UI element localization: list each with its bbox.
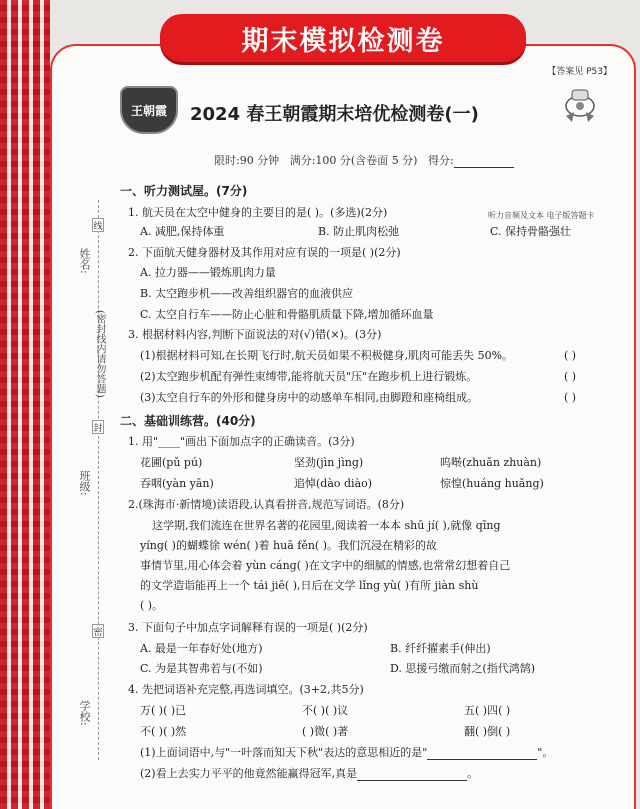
pinyin-item[interactable]: 花圃(pǔ pú) xyxy=(140,456,203,469)
pinyin-item[interactable]: 吞咽(yàn yān) xyxy=(140,477,214,490)
s1-q3-answer-1[interactable]: ( ) xyxy=(564,349,577,362)
exam-title: 2024 春王朝霞期末培优检测卷(一) xyxy=(190,104,479,125)
seal-char-seal: 封 xyxy=(92,420,104,434)
idiom-blank[interactable]: 万( )( )已 xyxy=(140,704,187,717)
brand-logo xyxy=(120,86,178,134)
s2-q4-sub1-end: "。 xyxy=(537,746,554,759)
s2-q4-sub1 xyxy=(140,745,553,760)
seal-char-line: 线 xyxy=(92,218,104,232)
passage-line: 的文学造诣能再上一个 tái jiē( ),日后在文学 lǐng yù( )有所 jiàn shù xyxy=(140,579,479,592)
passage-line: 事情节里,用心体会着 yùn cáng( )在文字中的细腻的情感,也常常幻想着自己 xyxy=(140,559,511,572)
s2-q4-sub2 xyxy=(140,766,478,781)
class-label: 班级: xyxy=(78,470,91,496)
s1-q3-item-1: (1)根据材料可知,在长期飞行时,航天员如果不积极健身,肌肉可能丢失 50%。 xyxy=(140,349,514,362)
decorative-left-stripes xyxy=(0,0,50,809)
s2-q3-opt-d[interactable]: D. 思援弓缴而射之(指代鸿鹄) xyxy=(390,662,536,675)
s2-q4-sub1-text: (1)上面词语中,与"一叶落而知天下秋"表达的意思相近的是" xyxy=(140,746,428,759)
s2-q2: 2.(珠海市·新情境)读语段,认真看拼音,规范写词语。(8分) xyxy=(128,498,405,511)
passage-line: 这学期,我们流连在世界名著的花园里,阅读着一本本 shū jí( ),就像 qīng xyxy=(152,519,501,532)
s1-q2-opt-b[interactable]: B. 太空跑步机——改善组织器官的血液供应 xyxy=(140,287,354,300)
pinyin-item[interactable]: 坚劲(jìn jìng) xyxy=(294,456,364,469)
banner-text: 期末模拟检测卷 xyxy=(241,25,445,57)
s1-q3-answer-2[interactable]: ( ) xyxy=(564,370,577,383)
score-label: 得分: xyxy=(427,154,454,167)
s2-q4-sub2-end: 。 xyxy=(467,767,479,780)
s2-q4: 4. 先把词语补充完整,再选词填空。(3+2,共5分) xyxy=(128,683,364,696)
s1-q3: 3. 根据材料内容,判断下面说法的对(√)错(×)。(3分) xyxy=(128,328,382,341)
s1-q2: 2. 下面航天健身器材及其作用对应有误的一项是( )(2分) xyxy=(128,246,401,259)
passage-line: yíng( )的蝴蝶徐 wén( )着 huā fěn( )。我们沉浸在精彩的故 xyxy=(140,539,437,552)
idiom-blank[interactable]: 不( )( )议 xyxy=(302,704,349,717)
school-label: 学校: xyxy=(78,700,91,726)
s1-q1-opt-b[interactable]: B. 防止肌肉松弛 xyxy=(318,225,400,238)
section-1-heading: 一、听力测试屋。(7分) xyxy=(120,184,248,198)
idiom-blank[interactable]: 五( )四( ) xyxy=(464,704,511,717)
s1-q1-opt-c[interactable]: C. 保持骨骼强壮 xyxy=(490,225,572,238)
s1-q2-opt-c[interactable]: C. 太空自行车——防止心脏和骨骼肌质量下降,增加循环血量 xyxy=(140,308,434,321)
s2-q4-sub2-text: (2)看上去实力平平的他竟然能赢得冠军,真是 xyxy=(140,767,358,780)
section-2-heading: 二、基础训练营。(40分) xyxy=(120,414,256,428)
idiom-blank[interactable]: 不( )( )然 xyxy=(140,725,187,738)
full-score: 满分:100 分(含卷面 5 分) xyxy=(289,154,418,167)
s1-q1: 1. 航天员在太空中健身的主要目的是( )。(多选)(2分) xyxy=(128,206,388,219)
pinyin-item[interactable]: 呜啭(zhuǎn zhuàn) xyxy=(440,456,542,469)
idiom-blank[interactable]: 翻( )倒( ) xyxy=(464,725,511,738)
name-label: 姓名: xyxy=(78,248,91,274)
s2-q3-opt-c[interactable]: C. 为是其智弗若与(不如) xyxy=(140,662,263,675)
s1-q2-opt-a[interactable]: A. 拉力器——锻炼肌肉力量 xyxy=(140,266,276,279)
answer-reference: 【答案见 P53】 xyxy=(547,67,612,77)
pinyin-item[interactable]: 惊惶(huáng huǎng) xyxy=(440,477,544,490)
answer-blank[interactable] xyxy=(357,771,467,781)
passage-line: ( )。 xyxy=(140,599,164,612)
answer-blank[interactable] xyxy=(427,750,537,760)
s2-q1: 1. 用"____"画出下面加点字的正确读音。(3分) xyxy=(128,435,355,448)
exam-meta xyxy=(214,152,514,168)
seal-line xyxy=(98,200,99,760)
s1-q1-opt-a[interactable]: A. 减肥,保持体重 xyxy=(140,225,225,238)
idiom-blank[interactable]: ( )微( )著 xyxy=(302,725,349,738)
score-blank[interactable] xyxy=(454,158,514,168)
s2-q3-opt-b[interactable]: B. 纤纤擢素手(伸出) xyxy=(390,642,491,655)
audio-note: 听力音频及文本 电子版答题卡 xyxy=(488,211,595,220)
s2-q3: 3. 下面句子中加点字词解释有误的一项是( )(2分) xyxy=(128,621,368,634)
pinyin-item[interactable]: 追悼(dào diào) xyxy=(294,477,373,490)
s1-q3-item-3: (3)太空自行车的外形和健身房中的动感单车相同,由脚蹬和座椅组成。 xyxy=(140,391,479,404)
title-banner xyxy=(160,14,526,62)
logo-text: 王朝霞 xyxy=(130,103,167,118)
s1-q3-answer-3[interactable]: ( ) xyxy=(564,391,577,404)
s2-q3-opt-a[interactable]: A. 最是一年春好处(地方) xyxy=(140,642,263,655)
seal-char-secret: 密 xyxy=(92,624,104,638)
time-limit: 限时:90 分钟 xyxy=(214,154,280,167)
seal-note: (密封线内请勿答题) xyxy=(94,310,105,398)
rocket-doodle-icon xyxy=(560,82,600,126)
s1-q3-item-2: (2)太空跑步机配有弹性束缚带,能将航天员"压"在跑步机上进行锻炼。 xyxy=(140,370,478,383)
